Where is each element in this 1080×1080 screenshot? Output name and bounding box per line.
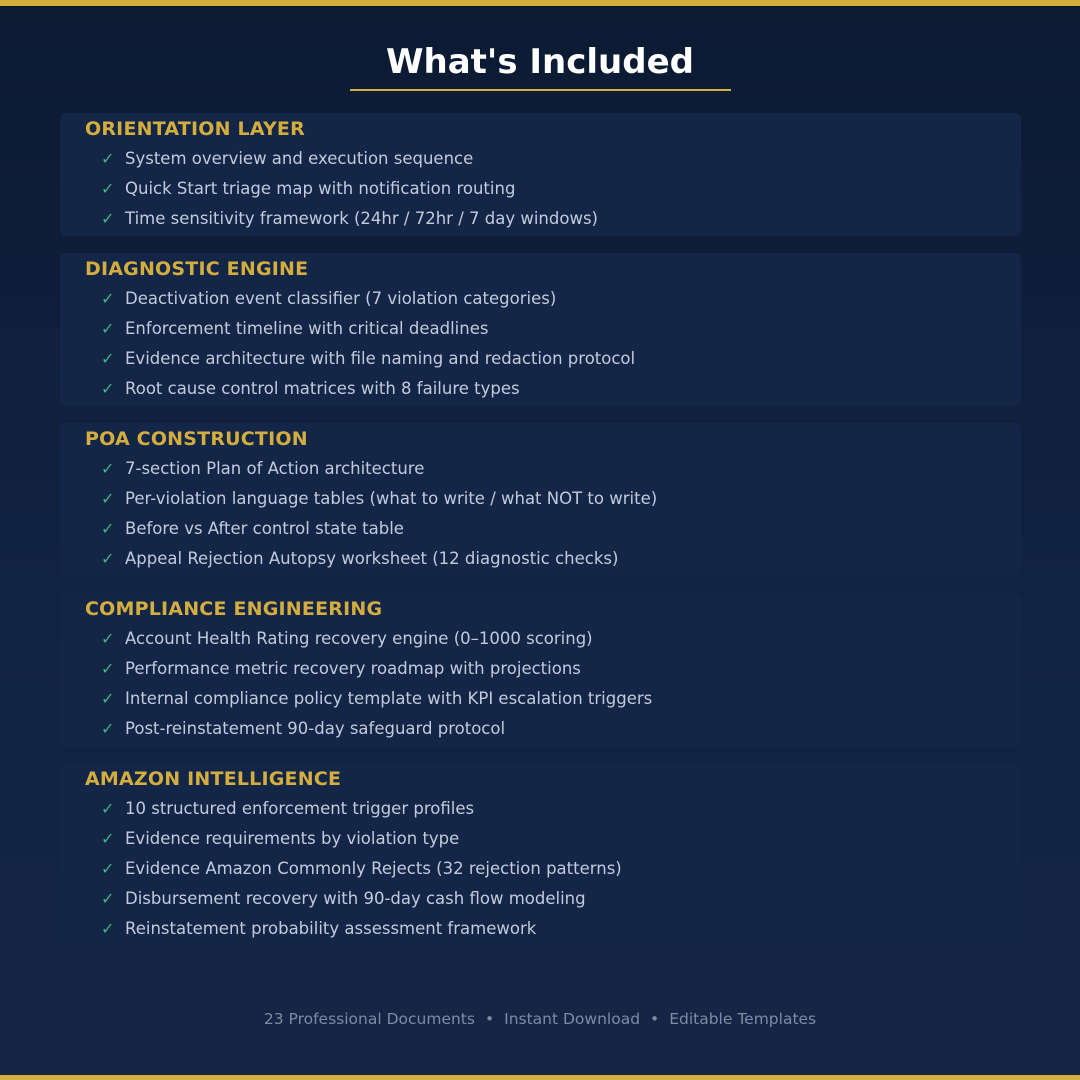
list-item-label: System overview and execution sequence [125,149,474,168]
list-item [85,884,1021,914]
footer-item: Editable Templates [669,1010,817,1028]
check-icon: ✓ [101,719,115,738]
section-amazon-intelligence [60,763,1021,946]
section-title: DIAGNOSTIC ENGINE [85,258,309,280]
list-item [85,544,1021,574]
list-item-label: Deactivation event classifier (7 violation categories) [125,289,557,308]
list-item-label: Time sensitivity framework (24hr / 72hr / 7 day windows) [125,209,598,228]
check-icon: ✓ [101,379,115,398]
footer-item: Instant Download [504,1010,641,1028]
list-item-label: Post-reinstatement 90-day safeguard protocol [125,719,506,738]
list-item [85,314,1021,344]
list-item [85,514,1021,544]
section-diagnostic-engine [60,253,1021,406]
top-accent-bar [0,0,1080,6]
list-item-label: 7-section Plan of Action architecture [125,459,425,478]
check-icon: ✓ [101,459,115,478]
check-icon: ✓ [101,179,115,198]
list-item [85,454,1021,484]
footer-tagline [0,1008,1080,1030]
list-item [85,914,1021,944]
footer-separator: • [484,1010,495,1028]
list-item [85,284,1021,314]
list-item [85,374,1021,404]
list-item-label: Before vs After control state table [125,519,404,538]
page-title: What's Included [386,42,694,82]
section-title: POA CONSTRUCTION [85,428,308,450]
list-item [85,144,1021,174]
check-icon: ✓ [101,659,115,678]
list-item [85,824,1021,854]
list-item-label: Evidence requirements by violation type [125,829,460,848]
list-item [85,654,1021,684]
list-item-label: 10 structured enforcement trigger profiles [125,799,475,818]
footer-separator: • [650,1010,660,1028]
list-item [85,714,1021,744]
list-item-label: Account Health Rating recovery engine (0–1000 scoring) [125,629,593,648]
list-item [85,484,1021,514]
check-icon: ✓ [101,349,115,368]
check-icon: ✓ [101,489,115,508]
check-icon: ✓ [101,799,115,818]
check-icon: ✓ [101,629,115,648]
list-item [85,204,1021,234]
bottom-accent-bar [0,1075,1080,1080]
section-compliance-engineering [60,593,1021,746]
section-items [85,144,1021,234]
list-item-label: Root cause control matrices with 8 failure types [125,379,520,398]
list-item-label: Per-violation language tables (what to write / what NOT to write) [125,489,658,508]
check-icon: ✓ [101,289,115,308]
check-icon: ✓ [101,519,115,538]
check-icon: ✓ [101,919,115,938]
list-item [85,624,1021,654]
check-icon: ✓ [101,689,115,708]
section-items [85,794,1021,944]
section-items [85,624,1021,744]
section-orientation-layer [60,113,1021,236]
list-item-label: Enforcement timeline with critical deadlines [125,319,489,338]
section-items [85,284,1021,404]
footer-item: 23 Professional Documents [263,1010,475,1028]
list-item-label: Evidence architecture with file naming and redaction protocol [125,349,636,368]
list-item-label: Internal compliance policy template with KPI escalation triggers [125,689,653,708]
check-icon: ✓ [101,549,115,568]
list-item [85,174,1021,204]
list-item [85,854,1021,884]
list-item-label: Evidence Amazon Commonly Rejects (32 rejection patterns) [125,859,622,878]
check-icon: ✓ [101,209,115,228]
check-icon: ✓ [101,149,115,168]
list-item-label: Disbursement recovery with 90-day cash flow modeling [125,889,586,908]
sections-list [60,113,1021,963]
check-icon: ✓ [101,859,115,878]
list-item-label: Reinstatement probability assessment framework [125,919,537,938]
check-icon: ✓ [101,829,115,848]
list-item-label: Quick Start triage map with notification routing [125,179,516,198]
list-item-label: Performance metric recovery roadmap with projections [125,659,581,678]
section-poa-construction [60,423,1021,576]
check-icon: ✓ [101,319,115,338]
section-title: ORIENTATION LAYER [85,118,305,140]
list-item-label: Appeal Rejection Autopsy worksheet (12 diagnostic checks) [125,549,619,568]
section-title: AMAZON INTELLIGENCE [85,768,342,790]
section-title: COMPLIANCE ENGINEERING [85,598,383,620]
title-underline [350,89,731,91]
list-item [85,794,1021,824]
section-items [85,454,1021,574]
check-icon: ✓ [101,889,115,908]
list-item [85,344,1021,374]
list-item [85,684,1021,714]
